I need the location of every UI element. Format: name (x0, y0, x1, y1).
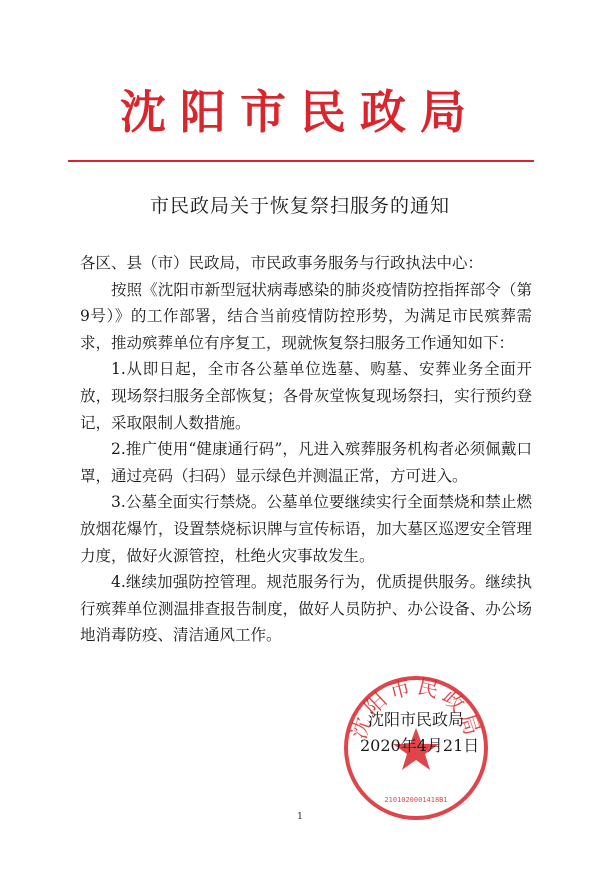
seal-text: 沈阳市民政局 (346, 674, 486, 742)
issue-date: 2020年4月21日 (360, 736, 480, 755)
notice-title: 市民政局关于恢复祭扫服务的通知 (149, 195, 450, 217)
page-number: 1 (297, 812, 303, 822)
masthead-title: 沈阳市民政局 (120, 85, 480, 139)
item-paragraph-4: 4.继续加强防控管理。规范服务行为，优质提供服务。继续执行殡葬单位测温排查报告制度，做好人员防护、办公设备、办公场地消毒防疫、清洁通风工作。 (80, 573, 532, 645)
item-paragraph-1: 1.从即日起，全市各公墓单位选墓、购墓、安葬业务全面开放，现场祭扫服务全部恢复；各骨灰堂恢复现场祭扫，实行预约登记，采取限制人数措施。 (80, 360, 532, 432)
salutation: 各区、县（市）民政局，市民政事务服务与行政执法中心： (80, 254, 484, 272)
item-paragraph-2: 2.推广使用“健康通行码”，凡进入殡葬服务机构者必须佩戴口罩，通过亮码（扫码）显示绿色并测温正常，方可进入。 (80, 440, 532, 485)
seal-code: 2101020001418B1 (384, 796, 448, 804)
item-paragraph-3: 3.公墓全面实行禁烧。公墓单位要继续实行全面禁烧和禁止燃放烟花爆竹，设置禁烧标识牌与宣传标语，加大墓区巡逻安全管理力度，做好火源管控，杜绝火灾事故发生。 (80, 493, 532, 565)
intro-paragraph: 按照《沈阳市新型冠状病毒感染的肺炎疫情防控指挥部令（第9号）》的工作部署，结合当前疫情防控形势，为满足市民殡葬需求，推动殡葬单位有序复工，现就恢复祭扫服务工作通知如下： (80, 280, 532, 352)
signer-name: 沈阳市民政局 (368, 710, 465, 729)
red-divider-line (68, 160, 534, 162)
notice-body (80, 250, 532, 649)
